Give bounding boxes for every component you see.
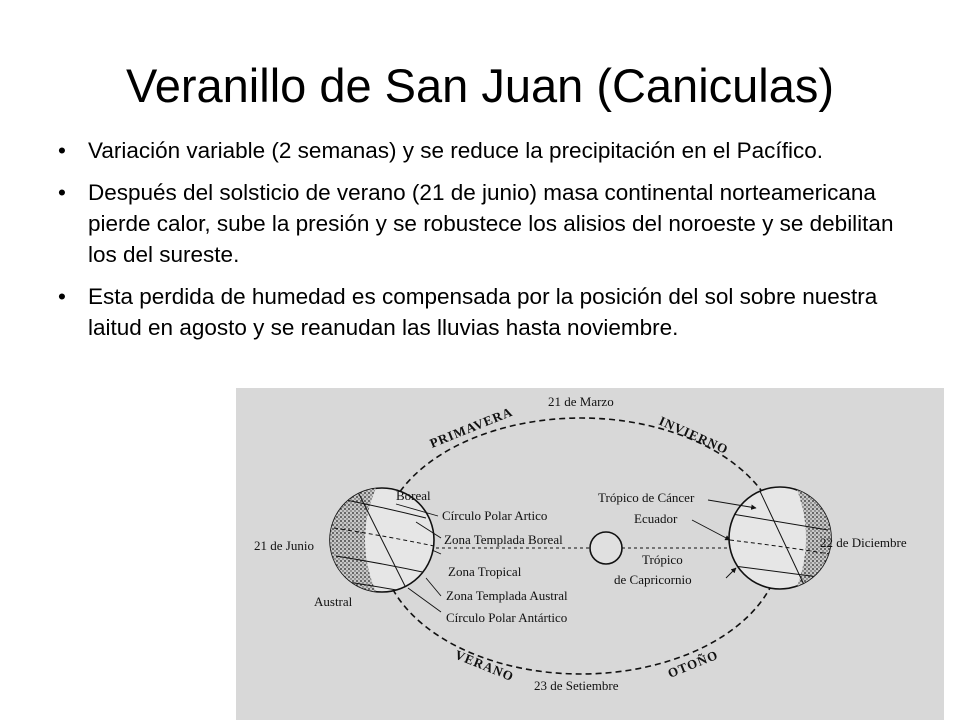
sun-icon <box>590 532 622 564</box>
season-verano: VERANO <box>452 646 517 685</box>
orbit-svg <box>236 388 944 720</box>
leader-line <box>726 568 736 578</box>
bullet-icon: • <box>58 180 66 205</box>
date-june: 21 de Junio <box>254 538 314 553</box>
bullet-item <box>56 135 896 166</box>
label-north-temperate: Zona Templada Boreal <box>444 532 563 547</box>
label-equator: Ecuador <box>634 511 678 526</box>
season-otono: OTOÑO <box>665 646 721 681</box>
date-march: 21 de Marzo <box>548 394 614 409</box>
date-december: 22 de Diciembre <box>820 535 907 550</box>
label-tropic-capricorn-2: de Capricornio <box>614 572 692 587</box>
bullet-item <box>56 281 896 343</box>
label-tropic-cancer: Trópico de Cáncer <box>598 490 695 505</box>
slide-title: Veranillo de San Juan (Caniculas) <box>125 59 835 112</box>
label-antarctic-circle: Círculo Polar Antártico <box>446 610 568 625</box>
leader-line <box>426 578 441 596</box>
season-primavera: PRIMAVERA <box>427 403 515 451</box>
earth-june-icon <box>330 488 434 594</box>
bullet-text: Después del solsticio de verano (21 de junio) masa continental norteamericana pierde calor, sube la presión y se robustece los alisios del noroeste y se debilitan los del sureste. <box>88 180 894 267</box>
label-tropic-capricorn-1: Trópico <box>642 552 683 567</box>
leader-line <box>692 520 730 540</box>
season-invierno: INVIERNO <box>656 413 731 458</box>
bullet-list <box>56 135 896 354</box>
leader-line <box>408 588 441 612</box>
bullet-item <box>56 177 896 270</box>
orbit-ellipse <box>381 418 781 674</box>
bullet-icon: • <box>58 138 66 163</box>
label-austral: Austral <box>314 594 353 609</box>
earth-orbit-diagram <box>236 388 944 720</box>
bullet-text: Variación variable (2 semanas) y se reduce la precipitación en el Pacífico. <box>88 138 823 163</box>
label-tropical: Zona Tropical <box>448 564 522 579</box>
label-boreal: Boreal <box>396 488 431 503</box>
label-arctic-circle: Círculo Polar Artico <box>442 508 548 523</box>
label-south-temperate: Zona Templada Austral <box>446 588 568 603</box>
date-september: 23 de Setiembre <box>534 678 619 693</box>
bullet-icon: • <box>58 284 66 309</box>
bullet-text: Esta perdida de humedad es compensada por la posición del sol sobre nuestra laitud en agosto y se reanudan las lluvias hasta noviembre. <box>88 284 878 340</box>
